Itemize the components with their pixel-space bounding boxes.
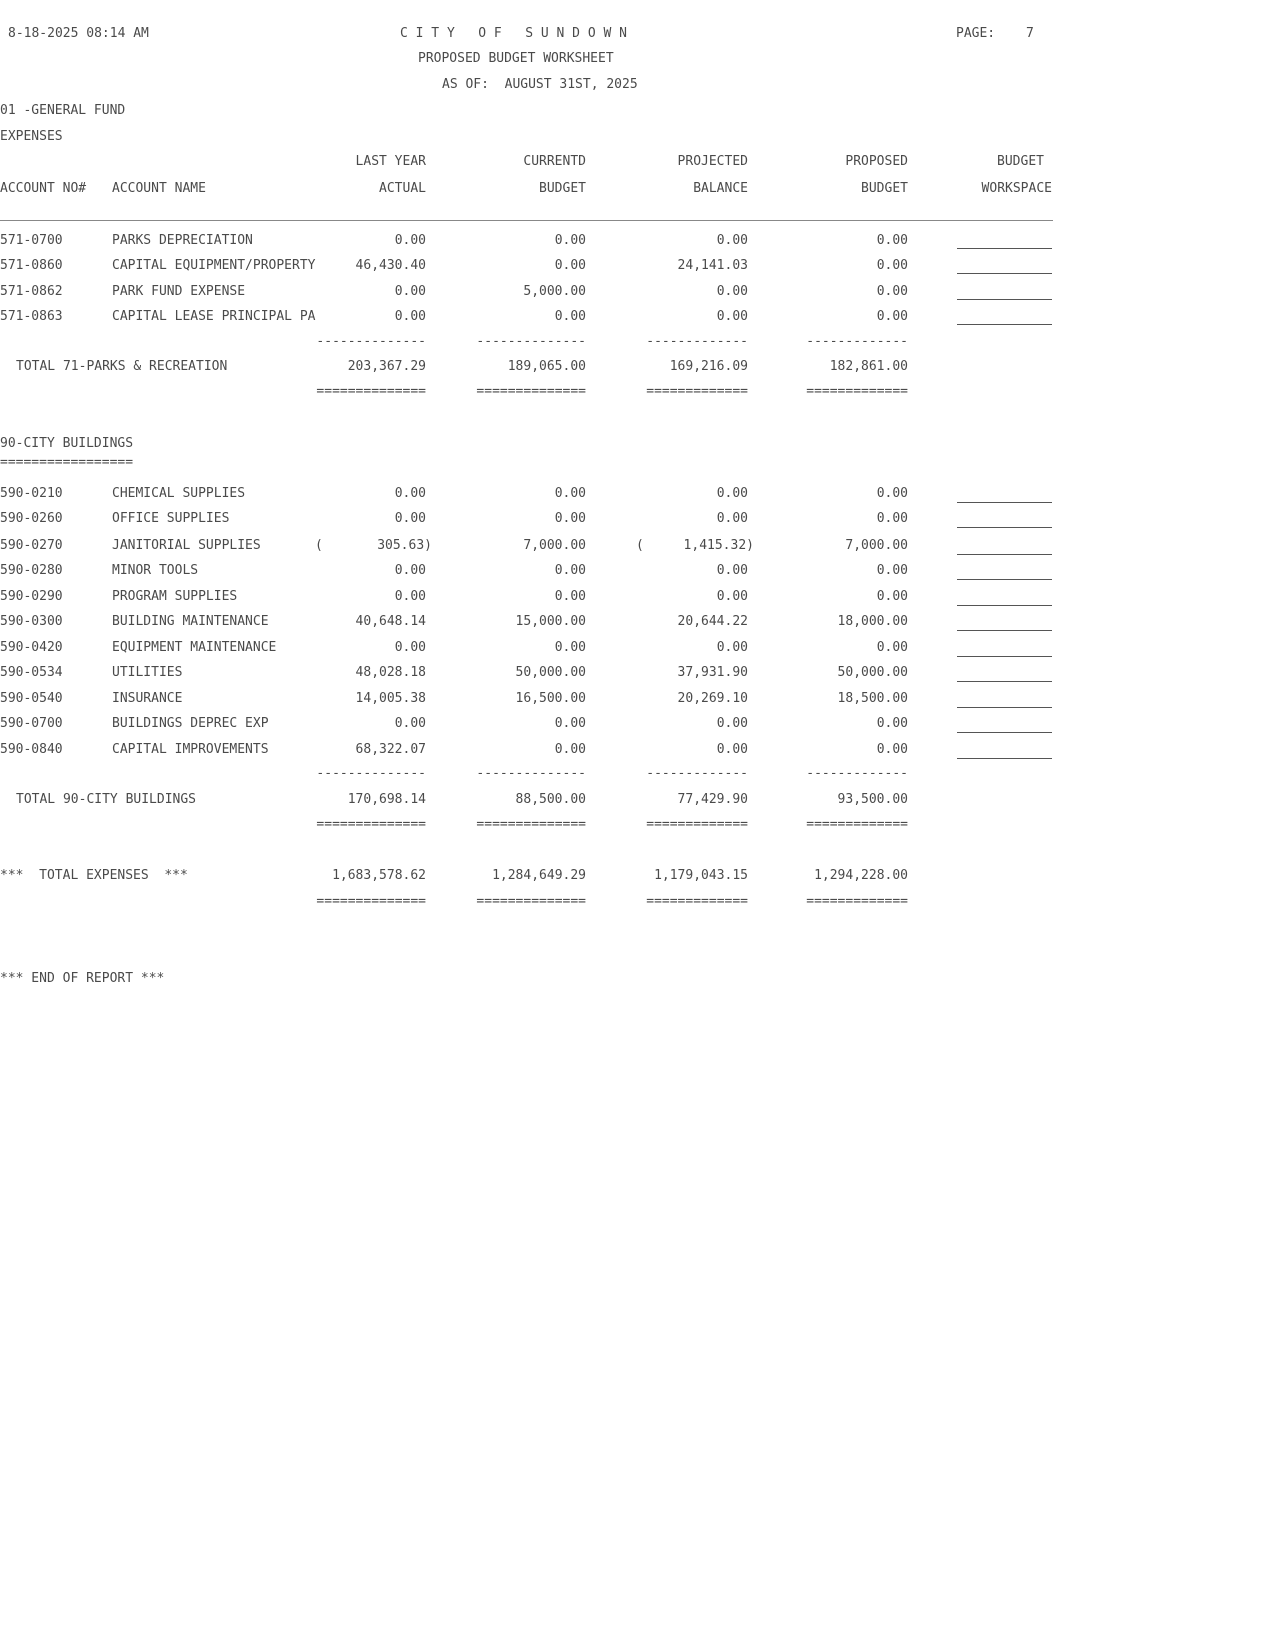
- double-rule: =============: [646, 817, 748, 832]
- col-head-actual: ACTUAL: [379, 181, 426, 196]
- workspace-blank: [957, 707, 1052, 708]
- last-year-actual: 0.00: [394, 233, 426, 248]
- projected-balance: 0.00: [716, 511, 748, 526]
- total-projected-balance: 169,216.09: [669, 359, 748, 374]
- account-name: CAPITAL IMPROVEMENTS: [112, 742, 269, 757]
- account-name: MINOR TOOLS: [112, 563, 199, 578]
- double-rule: ==============: [476, 384, 586, 399]
- projected-balance: 0.00: [716, 284, 748, 299]
- proposed-budget: 0.00: [876, 742, 908, 757]
- current-budget: 5,000.00: [523, 284, 586, 299]
- col-head-account-name: ACCOUNT NAME: [112, 181, 206, 196]
- negative-open-paren: (: [636, 538, 644, 553]
- workspace-blank: [957, 656, 1052, 657]
- header-rule: [0, 220, 1053, 221]
- proposed-budget: 0.00: [876, 589, 908, 604]
- proposed-budget: 18,000.00: [837, 614, 908, 629]
- last-year-actual: 0.00: [394, 511, 426, 526]
- workspace-blank: [957, 758, 1052, 759]
- grand-total-label: *** TOTAL EXPENSES ***: [0, 868, 188, 883]
- col-head-currentd: CURRENTD: [523, 154, 586, 169]
- total-label: TOTAL 71-PARKS & RECREATION: [16, 359, 228, 374]
- account-name: OFFICE SUPPLIES: [112, 511, 230, 526]
- col-head-last-year: LAST YEAR: [355, 154, 426, 169]
- double-rule: =============: [646, 384, 748, 399]
- col-head-account-no: ACCOUNT NO#: [0, 181, 87, 196]
- account-number: 571-0863: [0, 309, 63, 324]
- proposed-budget: 0.00: [876, 486, 908, 501]
- projected-balance: 0.00: [716, 589, 748, 604]
- dash-rule: -------------: [806, 766, 908, 781]
- projected-balance: 0.00: [716, 716, 748, 731]
- account-number: 590-0260: [0, 511, 63, 526]
- last-year-actual: 0.00: [394, 640, 426, 655]
- dash-rule: --------------: [316, 334, 426, 349]
- account-name: BUILDING MAINTENANCE: [112, 614, 269, 629]
- projected-balance: 20,644.22: [677, 614, 748, 629]
- projected-balance: 0.00: [716, 309, 748, 324]
- end-of-report: *** END OF REPORT ***: [0, 971, 165, 986]
- account-number: 590-0280: [0, 563, 63, 578]
- account-name: CAPITAL LEASE PRINCIPAL PA: [112, 309, 316, 324]
- account-name: CAPITAL EQUIPMENT/PROPERTY: [112, 258, 316, 273]
- proposed-budget: 0.00: [876, 716, 908, 731]
- workspace-blank: [957, 502, 1052, 503]
- dash-rule: --------------: [476, 334, 586, 349]
- total-proposed-budget: 93,500.00: [837, 792, 908, 807]
- workspace-blank: [957, 579, 1052, 580]
- dash-rule: -------------: [646, 766, 748, 781]
- double-rule: =============: [806, 384, 908, 399]
- projected-balance: 20,269.10: [677, 691, 748, 706]
- workspace-blank: [957, 299, 1052, 300]
- projected-balance: 0.00: [716, 640, 748, 655]
- workspace-blank: [957, 681, 1052, 682]
- current-budget: 7,000.00: [523, 538, 586, 553]
- account-name: PARKS DEPRECIATION: [112, 233, 253, 248]
- account-name: PROGRAM SUPPLIES: [112, 589, 238, 604]
- current-budget: 0.00: [554, 563, 586, 578]
- col-head-current-budget: BUDGET: [539, 181, 586, 196]
- section-underline: =================: [0, 455, 134, 470]
- current-budget: 0.00: [554, 716, 586, 731]
- last-year-actual: 0.00: [394, 309, 426, 324]
- current-budget: 0.00: [554, 640, 586, 655]
- dash-rule: --------------: [476, 766, 586, 781]
- last-year-actual: 0.00: [394, 284, 426, 299]
- col-head-budget: BUDGET: [997, 154, 1044, 169]
- last-year-actual: 68,322.07: [355, 742, 426, 757]
- total-label: TOTAL 90-CITY BUILDINGS: [16, 792, 197, 807]
- section-name: EXPENSES: [0, 129, 63, 144]
- account-name: BUILDINGS DEPREC EXP: [112, 716, 269, 731]
- grand-total-proposed-budget: 1,294,228.00: [814, 868, 908, 883]
- account-name: PARK FUND EXPENSE: [112, 284, 246, 299]
- double-rule: ==============: [476, 817, 586, 832]
- account-name: JANITORIAL SUPPLIES: [112, 538, 261, 553]
- account-name: CHEMICAL SUPPLIES: [112, 486, 246, 501]
- projected-balance: 37,931.90: [677, 665, 748, 680]
- proposed-budget: 0.00: [876, 640, 908, 655]
- current-budget: 0.00: [554, 742, 586, 757]
- city-name: C I T Y O F S U N D O W N: [400, 26, 627, 41]
- workspace-blank: [957, 248, 1052, 249]
- page-label: PAGE:: [956, 26, 996, 41]
- account-name: INSURANCE: [112, 691, 183, 706]
- report-datetime: 8-18-2025 08:14 AM: [8, 26, 149, 41]
- workspace-blank: [957, 630, 1052, 631]
- current-budget: 0.00: [554, 233, 586, 248]
- proposed-budget: 0.00: [876, 284, 908, 299]
- last-year-actual: 305.63): [377, 538, 432, 553]
- proposed-budget: 0.00: [876, 258, 908, 273]
- workspace-blank: [957, 554, 1052, 555]
- current-budget: 0.00: [554, 309, 586, 324]
- account-number: 571-0860: [0, 258, 63, 273]
- account-number: 590-0300: [0, 614, 63, 629]
- grand-total-last-year-actual: 1,683,578.62: [332, 868, 426, 883]
- double-rule: =============: [646, 894, 748, 909]
- last-year-actual: 40,648.14: [355, 614, 426, 629]
- current-budget: 0.00: [554, 589, 586, 604]
- proposed-budget: 0.00: [876, 309, 908, 324]
- workspace-blank: [957, 732, 1052, 733]
- account-number: 590-0840: [0, 742, 63, 757]
- current-budget: 50,000.00: [515, 665, 586, 680]
- col-head-proposed: PROPOSED: [845, 154, 908, 169]
- col-head-workspace: WORKSPACE: [981, 181, 1052, 196]
- projected-balance: 0.00: [716, 742, 748, 757]
- account-number: 590-0290: [0, 589, 63, 604]
- last-year-actual: 0.00: [394, 716, 426, 731]
- fund-name: 01 -GENERAL FUND: [0, 103, 126, 118]
- account-number: 571-0862: [0, 284, 63, 299]
- last-year-actual: 0.00: [394, 589, 426, 604]
- account-name: UTILITIES: [112, 665, 183, 680]
- col-head-balance: BALANCE: [693, 181, 748, 196]
- double-rule: ==============: [316, 894, 426, 909]
- current-budget: 15,000.00: [515, 614, 586, 629]
- workspace-blank: [957, 324, 1052, 325]
- total-current-budget: 189,065.00: [507, 359, 586, 374]
- workspace-blank: [957, 527, 1052, 528]
- current-budget: 0.00: [554, 258, 586, 273]
- total-last-year-actual: 203,367.29: [347, 359, 426, 374]
- proposed-budget: 0.00: [876, 563, 908, 578]
- dash-rule: -------------: [806, 334, 908, 349]
- account-name: EQUIPMENT MAINTENANCE: [112, 640, 277, 655]
- double-rule: ==============: [316, 384, 426, 399]
- last-year-actual: 14,005.38: [355, 691, 426, 706]
- proposed-budget: 0.00: [876, 511, 908, 526]
- total-last-year-actual: 170,698.14: [347, 792, 426, 807]
- projected-balance: 0.00: [716, 233, 748, 248]
- current-budget: 0.00: [554, 511, 586, 526]
- total-projected-balance: 77,429.90: [677, 792, 748, 807]
- projected-balance: 24,141.03: [677, 258, 748, 273]
- dash-rule: -------------: [646, 334, 748, 349]
- total-proposed-budget: 182,861.00: [829, 359, 908, 374]
- double-rule: ==============: [316, 817, 426, 832]
- last-year-actual: 0.00: [394, 563, 426, 578]
- dash-rule: --------------: [316, 766, 426, 781]
- account-number: 590-0420: [0, 640, 63, 655]
- projected-balance: 1,415.32): [683, 538, 754, 553]
- proposed-budget: 18,500.00: [837, 691, 908, 706]
- last-year-actual: 46,430.40: [355, 258, 426, 273]
- double-rule: ==============: [476, 894, 586, 909]
- col-head-projected: PROJECTED: [677, 154, 748, 169]
- grand-total-projected-balance: 1,179,043.15: [654, 868, 748, 883]
- current-budget: 16,500.00: [515, 691, 586, 706]
- section-title: 90-CITY BUILDINGS: [0, 436, 134, 451]
- proposed-budget: 7,000.00: [845, 538, 908, 553]
- account-number: 590-0534: [0, 665, 63, 680]
- proposed-budget: 0.00: [876, 233, 908, 248]
- workspace-blank: [957, 605, 1052, 606]
- double-rule: =============: [806, 894, 908, 909]
- projected-balance: 0.00: [716, 563, 748, 578]
- double-rule: =============: [806, 817, 908, 832]
- col-head-proposed-budget: BUDGET: [861, 181, 908, 196]
- account-number: 590-0270: [0, 538, 63, 553]
- negative-open-paren: (: [315, 538, 323, 553]
- account-number: 590-0210: [0, 486, 63, 501]
- as-of-date: AS OF: AUGUST 31ST, 2025: [442, 77, 638, 92]
- last-year-actual: 48,028.18: [355, 665, 426, 680]
- report-title: PROPOSED BUDGET WORKSHEET: [418, 51, 614, 66]
- page-number: 7: [1026, 26, 1034, 41]
- workspace-blank: [957, 273, 1052, 274]
- total-current-budget: 88,500.00: [515, 792, 586, 807]
- current-budget: 0.00: [554, 486, 586, 501]
- account-number: 571-0700: [0, 233, 63, 248]
- last-year-actual: 0.00: [394, 486, 426, 501]
- account-number: 590-0540: [0, 691, 63, 706]
- account-number: 590-0700: [0, 716, 63, 731]
- projected-balance: 0.00: [716, 486, 748, 501]
- grand-total-current-budget: 1,284,649.29: [492, 868, 586, 883]
- proposed-budget: 50,000.00: [837, 665, 908, 680]
